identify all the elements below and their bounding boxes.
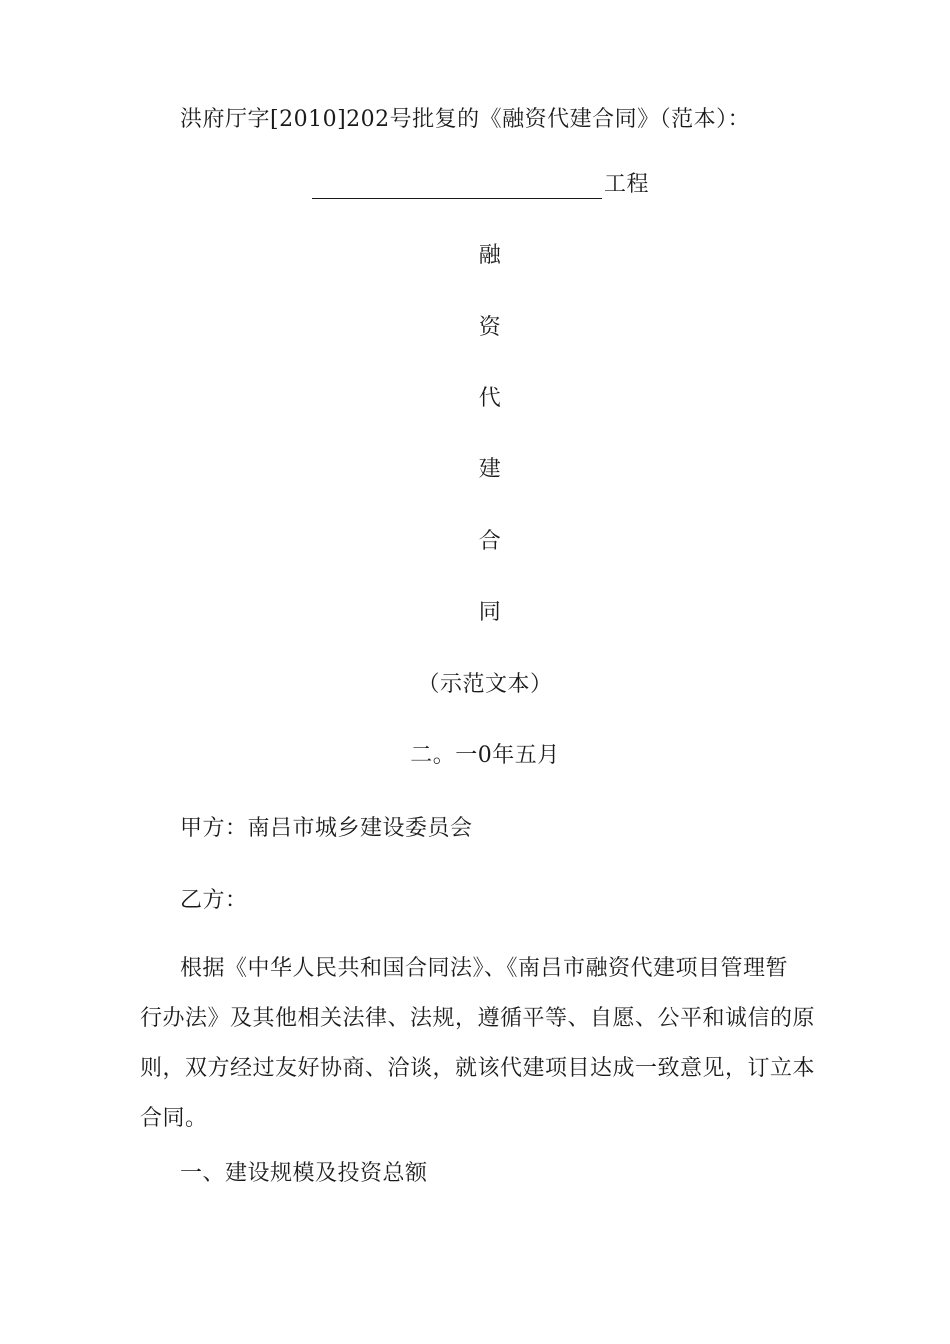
subtitle: （示范文本） <box>417 672 553 697</box>
project-name-blank <box>312 176 602 199</box>
section-heading: 一、建设规模及投资总额 <box>180 1161 428 1186</box>
preamble-line: 合同。 <box>140 1106 208 1131</box>
title-char: 代 <box>478 386 502 411</box>
party-a: 甲方：南吕市城乡建设委员会 <box>180 816 473 841</box>
preamble-line: 根据《中华人民共和国合同法》、《南吕市融资代建项目管理暂 <box>180 956 789 981</box>
preamble-paragraph <box>140 944 820 1144</box>
preamble-line: 则，双方经过友好协商、洽谈，就该代建项目达成一致意见，订立本 <box>140 1056 816 1081</box>
contract-date: 二。一0年五月 <box>410 743 560 768</box>
title-char: 资 <box>478 315 502 340</box>
project-suffix: 工程 <box>604 172 650 197</box>
title-char: 建 <box>478 457 502 482</box>
party-b: 乙方： <box>180 888 248 913</box>
title-char: 同 <box>478 600 502 625</box>
approval-header: 洪府厅字[2010]202号批复的《融资代建合同》（范本）： <box>180 107 751 132</box>
project-name-line <box>312 171 649 199</box>
preamble-line: 行办法》及其他相关法律、法规，遵循平等、自愿、公平和诚信的原 <box>140 1006 816 1031</box>
title-char: 融 <box>478 243 502 268</box>
title-char: 合 <box>478 529 502 554</box>
